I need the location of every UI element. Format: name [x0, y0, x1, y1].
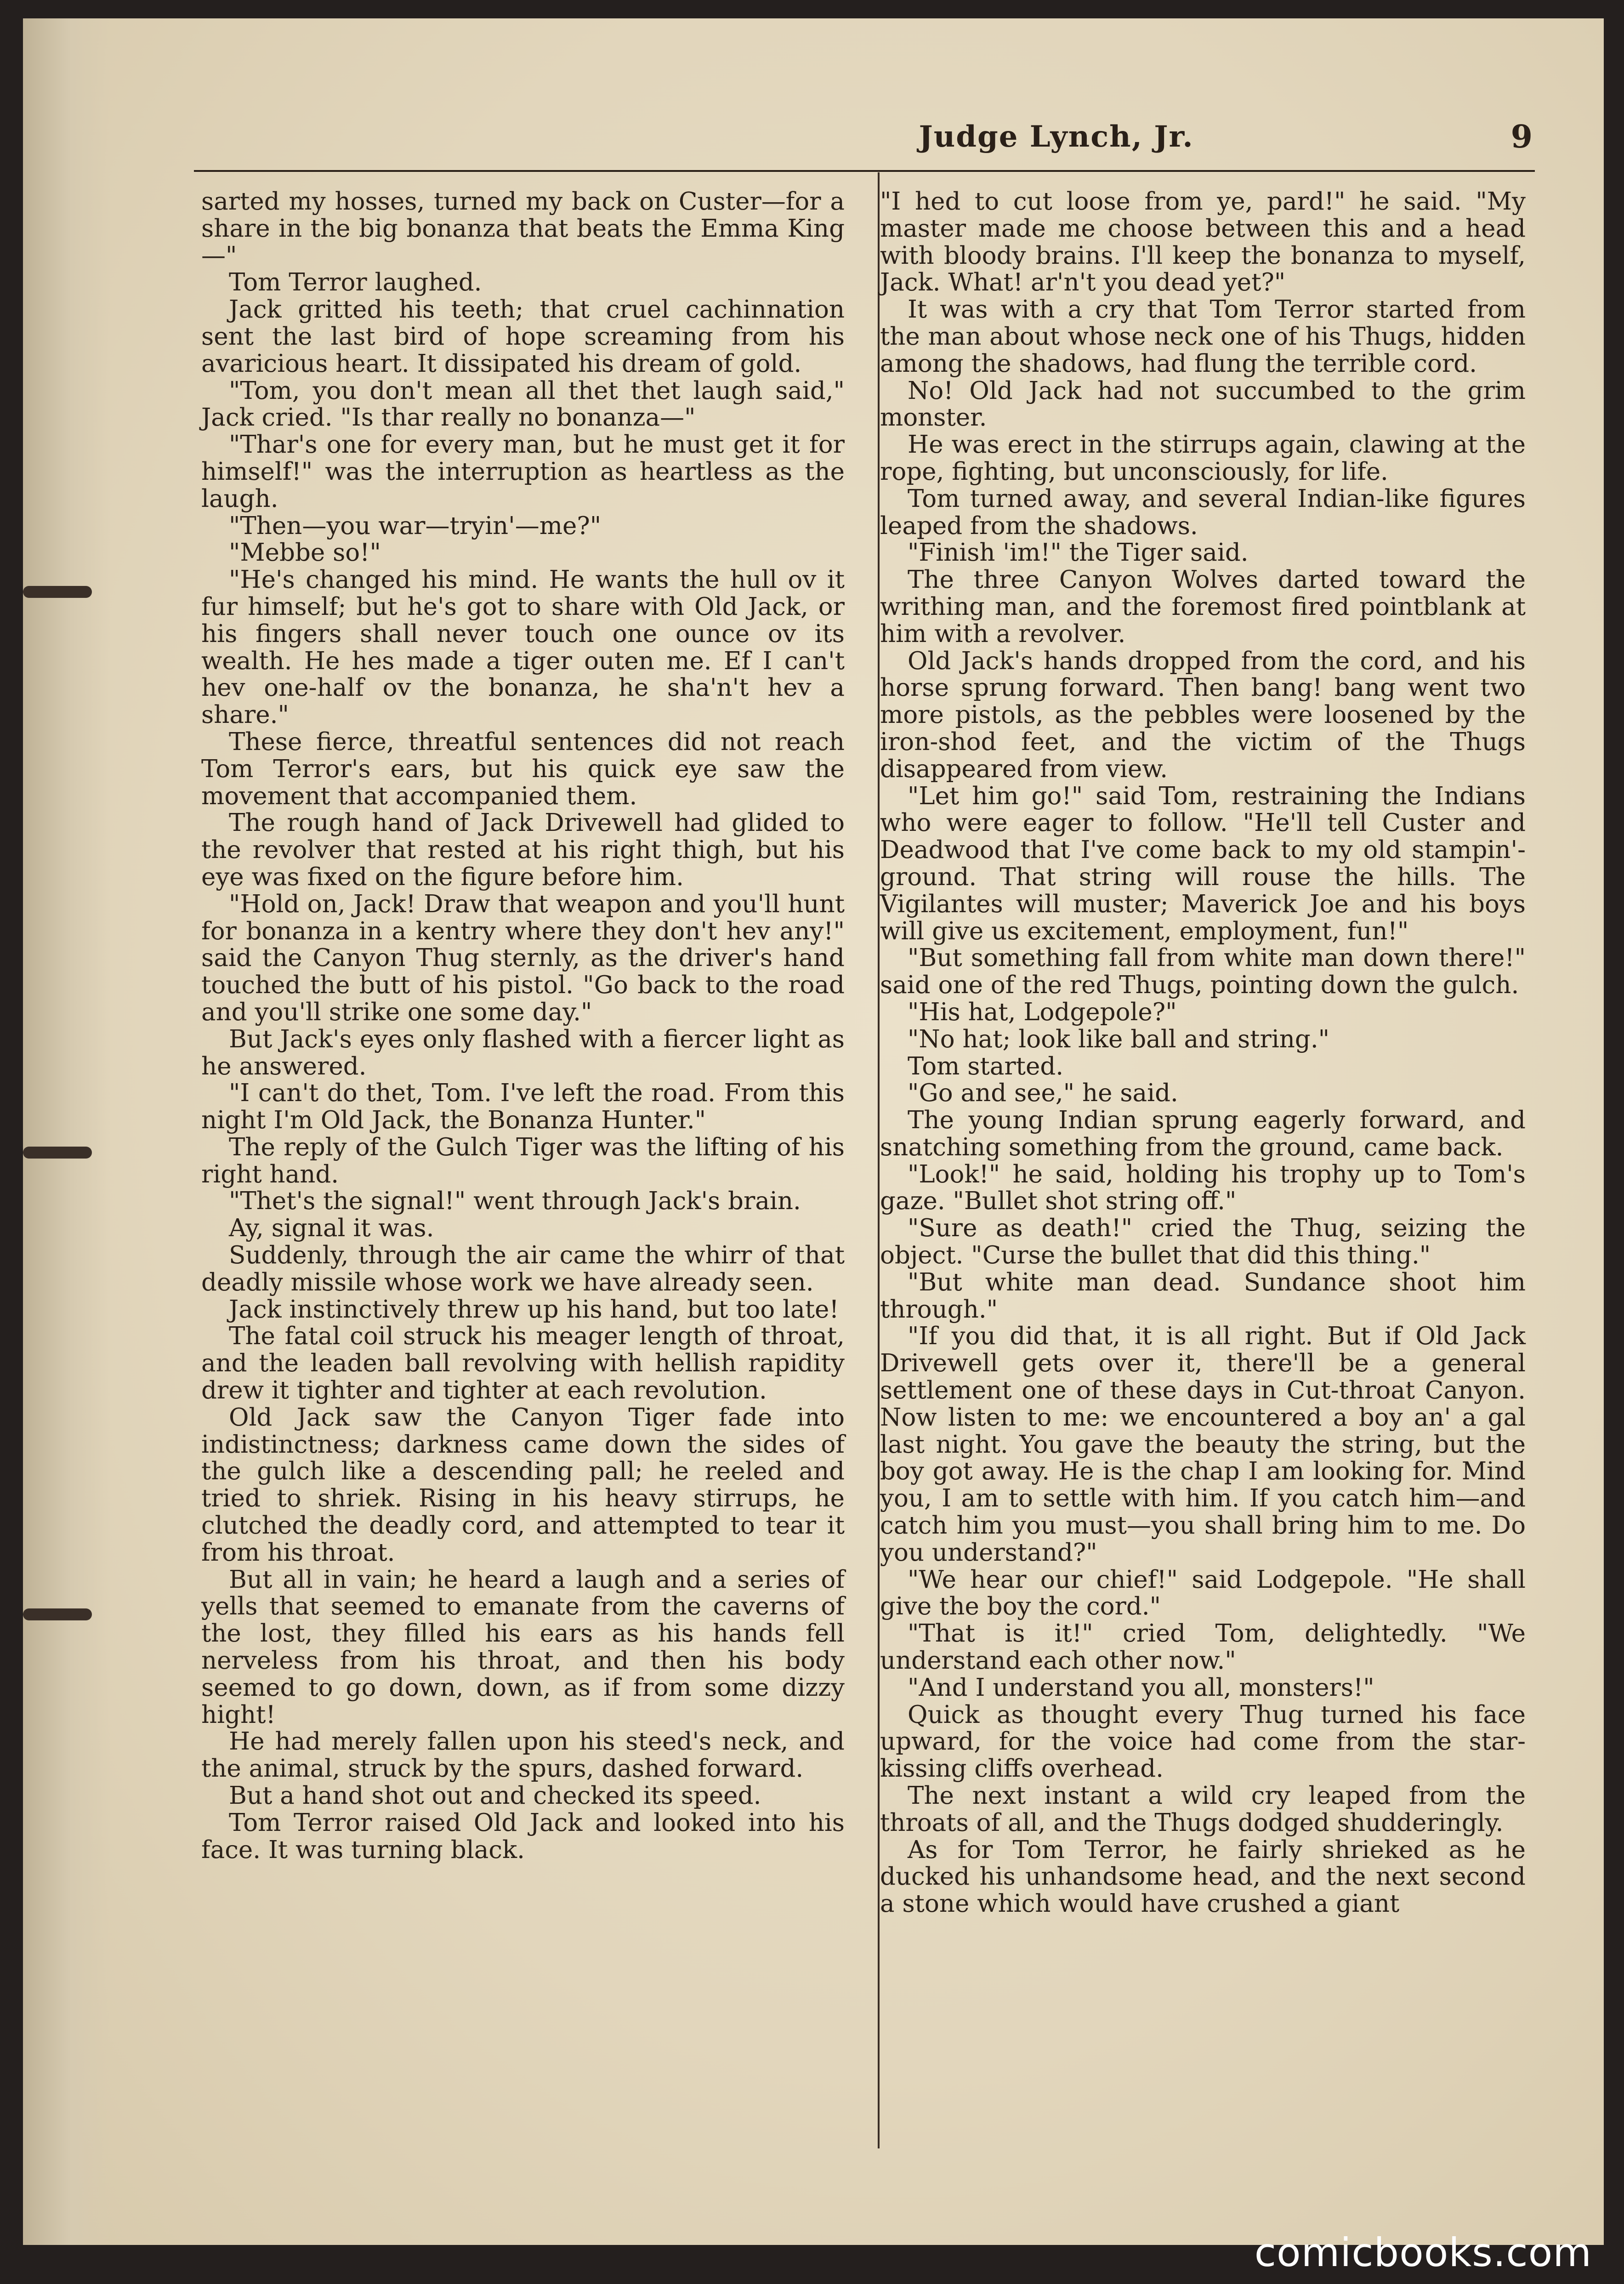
- paragraph: Jack gritted his teeth; that cruel cachinnation sent the last bird of hope screaming from his avaricious heart. It dissipated his dream of gold.: [201, 295, 845, 378]
- paragraph: But Jack's eyes only flashed with a fiercer light as he answered.: [201, 1025, 845, 1080]
- paragraph: "Go and see," he said.: [908, 1079, 1178, 1108]
- paragraph: sarted my hosses, turned my back on Custer—for a share in the big bonanza that beats the Emma King—": [201, 187, 845, 270]
- paragraph: But a hand shot out and checked its speed.: [229, 1782, 761, 1810]
- paragraph: The reply of the Gulch Tiger was the lifting of his right hand.: [201, 1133, 845, 1188]
- paragraph: "I can't do thet, Tom. I've left the road. From this night I'm Old Jack, the Bonanza Hunter.": [201, 1079, 845, 1135]
- paragraph: "He's changed his mind. He wants the hull ov it fur himself; but he's got to share with Old Jack, or his fingers shall never touch one ounce ov its wealth. He hes made a tiger outen me. Ef I can't hev one-half ov the bonanza, he sha'n't hev a share.": [201, 566, 845, 729]
- paragraph: These fierce, threatful sentences did not reach Tom Terror's ears, but his quick eye saw the movement that accompanied them.: [201, 727, 845, 810]
- paragraph: It was with a cry that Tom Terror started from the man about whose neck one of his Thugs, hidden among the shadows, had flung the terrible cord.: [880, 295, 1526, 378]
- paragraph: "We hear our chief!" said Lodgepole. "He shall give the boy the cord.": [880, 1565, 1526, 1621]
- paragraph: He was erect in the stirrups again, clawing at the rope, fighting, but unconsciously, for life.: [880, 431, 1526, 486]
- paragraph: Tom started.: [908, 1052, 1064, 1080]
- paragraph: "That is it!" cried Tom, delightedly. "We understand each other now.": [880, 1619, 1526, 1675]
- binding-stitch: [23, 1608, 92, 1620]
- page-number: 9: [1510, 118, 1533, 155]
- header-rule: [194, 170, 1535, 172]
- paragraph: Tom turned away, and several Indian-like figures leaped from the shadows.: [880, 484, 1526, 540]
- paragraph: "Finish 'im!" the Tiger said.: [908, 539, 1249, 567]
- paragraph: The rough hand of Jack Drivewell had glided to the revolver that rested at his right thigh, but his eye was fixed on the figure before him.: [201, 809, 845, 891]
- paragraph: "But white man dead. Sundance shoot him through.": [880, 1268, 1526, 1324]
- binding-stitch: [23, 1147, 92, 1159]
- paragraph: Old Jack saw the Canyon Tiger fade into indistinctness; darkness came down the sides of the gulch like a descending pall; he reeled and tried to shriek. Rising in his heavy stirrups, he clutched the deadly cord, and attempted to tear it from his throat.: [201, 1403, 845, 1567]
- running-header: [198, 113, 1533, 161]
- paragraph: The next instant a wild cry leaped from the throats of all, and the Thugs dodged shudderingly.: [880, 1782, 1526, 1837]
- paragraph: The fatal coil struck his meager length of throat, and the leaden ball revolving with hellish rapidity drew it tighter and tighter at each revolution.: [201, 1322, 845, 1405]
- paragraph: "Hold on, Jack! Draw that weapon and you'll hunt for bonanza in a kentry where they don't hev any!" said the Canyon Thug sternly, as the driver's hand touched the butt of his pistol. "Go back to the road and you'll strike one some day.": [201, 890, 845, 1026]
- paragraph: "Thet's the signal!" went through Jack's brain.: [229, 1187, 801, 1216]
- paragraph: Tom Terror laughed.: [229, 268, 482, 297]
- binding-stitch: [23, 586, 92, 598]
- paragraph: "If you did that, it is all right. But if Old Jack Drivewell gets over it, there'll be a general settlement one of these days in Cut-throat Canyon. Now listen to me: we encountered a boy an' a gal last night. You gave the beauty the string, but the boy got away. He is the chap I am looking for. Mind you, I am to settle with him. If you catch him—and catch him you must—you shall bring him to me. Do you understand?": [880, 1322, 1526, 1567]
- column-divider: [878, 172, 880, 2148]
- paragraph: "No hat; look like ball and string.": [908, 1025, 1330, 1053]
- paragraph: "I hed to cut loose from ye, pard!" he said. "My master made me choose between this and a head with bloody brains. I'll keep the bonanza to myself, Jack. What! ar'n't you dead yet?": [880, 187, 1526, 297]
- paragraph: "Let him go!" said Tom, restraining the Indians who were eager to follow. "He'll tell Custer and Deadwood that I've come back to my old stampin'-ground. That string will rouse the hills. The Vigilantes will muster; Maverick Joe and his boys will give us excitement, employment, fun!": [880, 782, 1526, 945]
- text-column-left: [201, 188, 845, 1864]
- paragraph: "Sure as death!" cried the Thug, seizing the object. "Curse the bullet that did this thing.": [880, 1214, 1526, 1270]
- magazine-page: [23, 18, 1604, 2245]
- paragraph: Ay, signal it was.: [229, 1214, 434, 1243]
- paragraph: Old Jack's hands dropped from the cord, and his horse sprung forward. Then bang! bang went two more pistols, as the pebbles were loosened by the iron-shod feet, and the victim of the Thugs disappeared from view.: [880, 647, 1526, 783]
- paragraph: "Tom, you don't mean all thet thet laugh said," Jack cried. "Is thar really no bonanza—": [201, 376, 845, 432]
- paragraph: Tom Terror raised Old Jack and looked into his face. It was turning black.: [201, 1808, 845, 1864]
- paragraph: Suddenly, through the air came the whirr of that deadly missile whose work we have already seen.: [201, 1241, 845, 1296]
- paragraph: He had merely fallen upon his steed's neck, and the animal, struck by the spurs, dashed forward.: [201, 1727, 845, 1783]
- paragraph: "And I understand you all, monsters!": [908, 1673, 1374, 1702]
- paragraph: "Mebbe so!": [229, 539, 381, 567]
- paragraph: "Then—you war—tryin'—me?": [229, 511, 602, 540]
- paragraph: The young Indian sprung eagerly forward, and snatching something from the ground, came back.: [880, 1106, 1526, 1161]
- paragraph: "Look!" he said, holding his trophy up to Tom's gaze. "Bullet shot string off.": [880, 1160, 1526, 1216]
- running-title: Judge Lynch, Jr.: [919, 119, 1194, 154]
- paragraph: "His hat, Lodgepole?": [908, 998, 1177, 1026]
- paragraph: The three Canyon Wolves darted toward the writhing man, and the foremost fired pointblank at him with a revolver.: [880, 566, 1526, 648]
- paragraph: Jack instinctively threw up his hand, but too late!: [229, 1295, 839, 1324]
- paragraph: "Thar's one for every man, but he must get it for himself!" was the interruption as heartless as the laugh.: [201, 431, 845, 513]
- paragraph: As for Tom Terror, he fairly shrieked as he ducked his unhandsome head, and the next second a stone which would have crushed a giant: [880, 1835, 1526, 1918]
- spine-binding-shadow: [23, 18, 110, 2245]
- paragraph: But all in vain; he heard a laugh and a series of yells that seemed to emanate from the caverns of the lost, they filled his ears as his hands fell nerveless from his throat, and then his body seemed to go down, down, as if from some dizzy hight!: [201, 1565, 845, 1729]
- paragraph: Quick as thought every Thug turned his face upward, for the voice had come from the star-kissing cliffs overhead.: [880, 1700, 1526, 1783]
- watermark: comicbooks.com: [1254, 2230, 1592, 2276]
- paragraph: No! Old Jack had not succumbed to the grim monster.: [880, 376, 1526, 432]
- text-column-right: [880, 188, 1526, 1918]
- paragraph: "But something fall from white man down there!" said one of the red Thugs, pointing down the gulch.: [880, 944, 1526, 1000]
